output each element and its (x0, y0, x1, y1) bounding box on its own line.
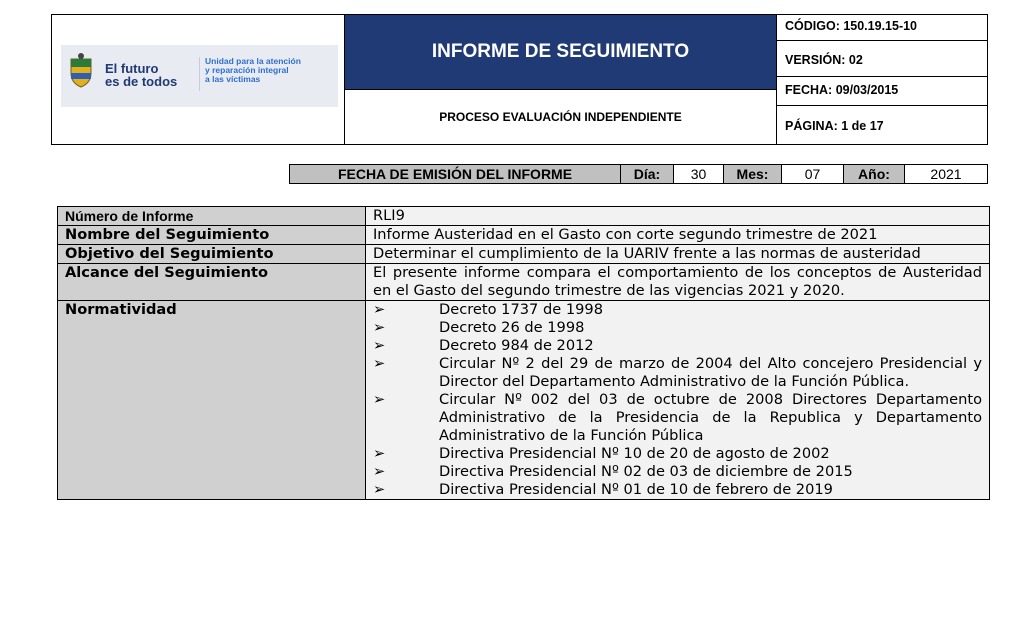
nombre-value: Informe Austeridad en el Gasto con corte segundo trimestre de 2021 (366, 226, 990, 245)
version: VERSIÓN: 02 (785, 53, 863, 67)
slogan-text: El futuro es de todos (105, 61, 178, 89)
list-item: ➢ Circular Nº 2 del 29 de marzo de 2004 del Alto concejero Presidencial y Director del Departamento Administrativo de la Función Pública. (373, 355, 982, 390)
codigo: CÓDIGO: 150.19.15-10 (785, 19, 918, 33)
list-item: ➢ Decreto 984 de 2012 (373, 337, 594, 354)
unit-name: Unidad para la atención y reparación integral a las víctimas (205, 56, 301, 84)
arrow-bullet-icon: ➢ (373, 391, 386, 408)
year-value: 2021 (930, 166, 962, 182)
numero-label: Número de Informe (58, 207, 366, 226)
day-label: Día: (621, 165, 674, 183)
emission-date-bar (289, 164, 988, 184)
title-cell (345, 15, 777, 144)
logo-cell (52, 15, 345, 144)
metadata-cell (777, 15, 987, 144)
list-item: ➢ Circular Nº 002 del 03 de octubre de 2008 Directores Departamento Administrativo de la Presidencia de la Republica y Departamento Administrativo de la Función Pública (373, 391, 982, 444)
arrow-bullet-icon: ➢ (373, 355, 386, 372)
objetivo-label: Objetivo del Seguimiento (58, 245, 366, 264)
table-row (58, 207, 990, 226)
list-item: ➢ Directiva Presidencial Nº 01 de 10 de febrero de 2019 (373, 481, 833, 498)
fecha-doc: FECHA: 09/03/2015 (785, 83, 899, 97)
table-row (58, 226, 990, 245)
list-item: ➢ Directiva Presidencial Nº 02 de 03 de diciembre de 2015 (373, 463, 853, 480)
emission-label: FECHA DE EMISIÓN DEL INFORME (290, 165, 621, 183)
document-header (51, 14, 988, 145)
arrow-bullet-icon: ➢ (373, 301, 386, 318)
arrow-bullet-icon: ➢ (373, 481, 386, 498)
table-row (58, 245, 990, 264)
title-banner (345, 15, 776, 90)
report-info-table (57, 206, 990, 500)
arrow-bullet-icon: ➢ (373, 463, 386, 480)
pagina: PÁGINA: 1 de 17 (785, 119, 884, 133)
uariv-logo (61, 45, 338, 107)
logo-divider (199, 57, 200, 91)
document-title: INFORME DE SEGUIMIENTO (431, 41, 690, 62)
table-row (58, 264, 990, 301)
month-label: Mes: (724, 165, 782, 183)
year-label: Año: (844, 165, 905, 183)
arrow-bullet-icon: ➢ (373, 445, 386, 462)
arrow-bullet-icon: ➢ (373, 319, 386, 336)
process-name: PROCESO EVALUACIÓN INDEPENDIENTE (439, 110, 682, 124)
normatividad-label: Normatividad (58, 301, 366, 500)
numero-value: RLI9 (366, 207, 990, 226)
objetivo-value: Determinar el cumplimiento de la UARIV frente a las normas de austeridad (366, 245, 990, 264)
month-value: 07 (782, 165, 844, 183)
normatividad-list (373, 301, 982, 499)
table-row (58, 301, 990, 500)
nombre-label: Nombre del Seguimiento (58, 226, 366, 245)
normatividad-value (366, 301, 990, 500)
list-item: ➢ Directiva Presidencial Nº 10 de 20 de agosto de 2002 (373, 445, 830, 462)
coat-of-arms-icon (67, 53, 95, 89)
arrow-bullet-icon: ➢ (373, 337, 386, 354)
list-item: ➢ Decreto 26 de 1998 (373, 319, 585, 336)
list-item: ➢ Decreto 1737 de 1998 (373, 301, 603, 318)
alcance-label: Alcance del Seguimiento (58, 264, 366, 301)
day-value: 30 (674, 165, 724, 183)
alcance-value: El presente informe compara el comportamiento de los conceptos de Austeridad en el Gasto del segundo trimestre de las vigencias 2021 y 2020. (366, 264, 990, 301)
